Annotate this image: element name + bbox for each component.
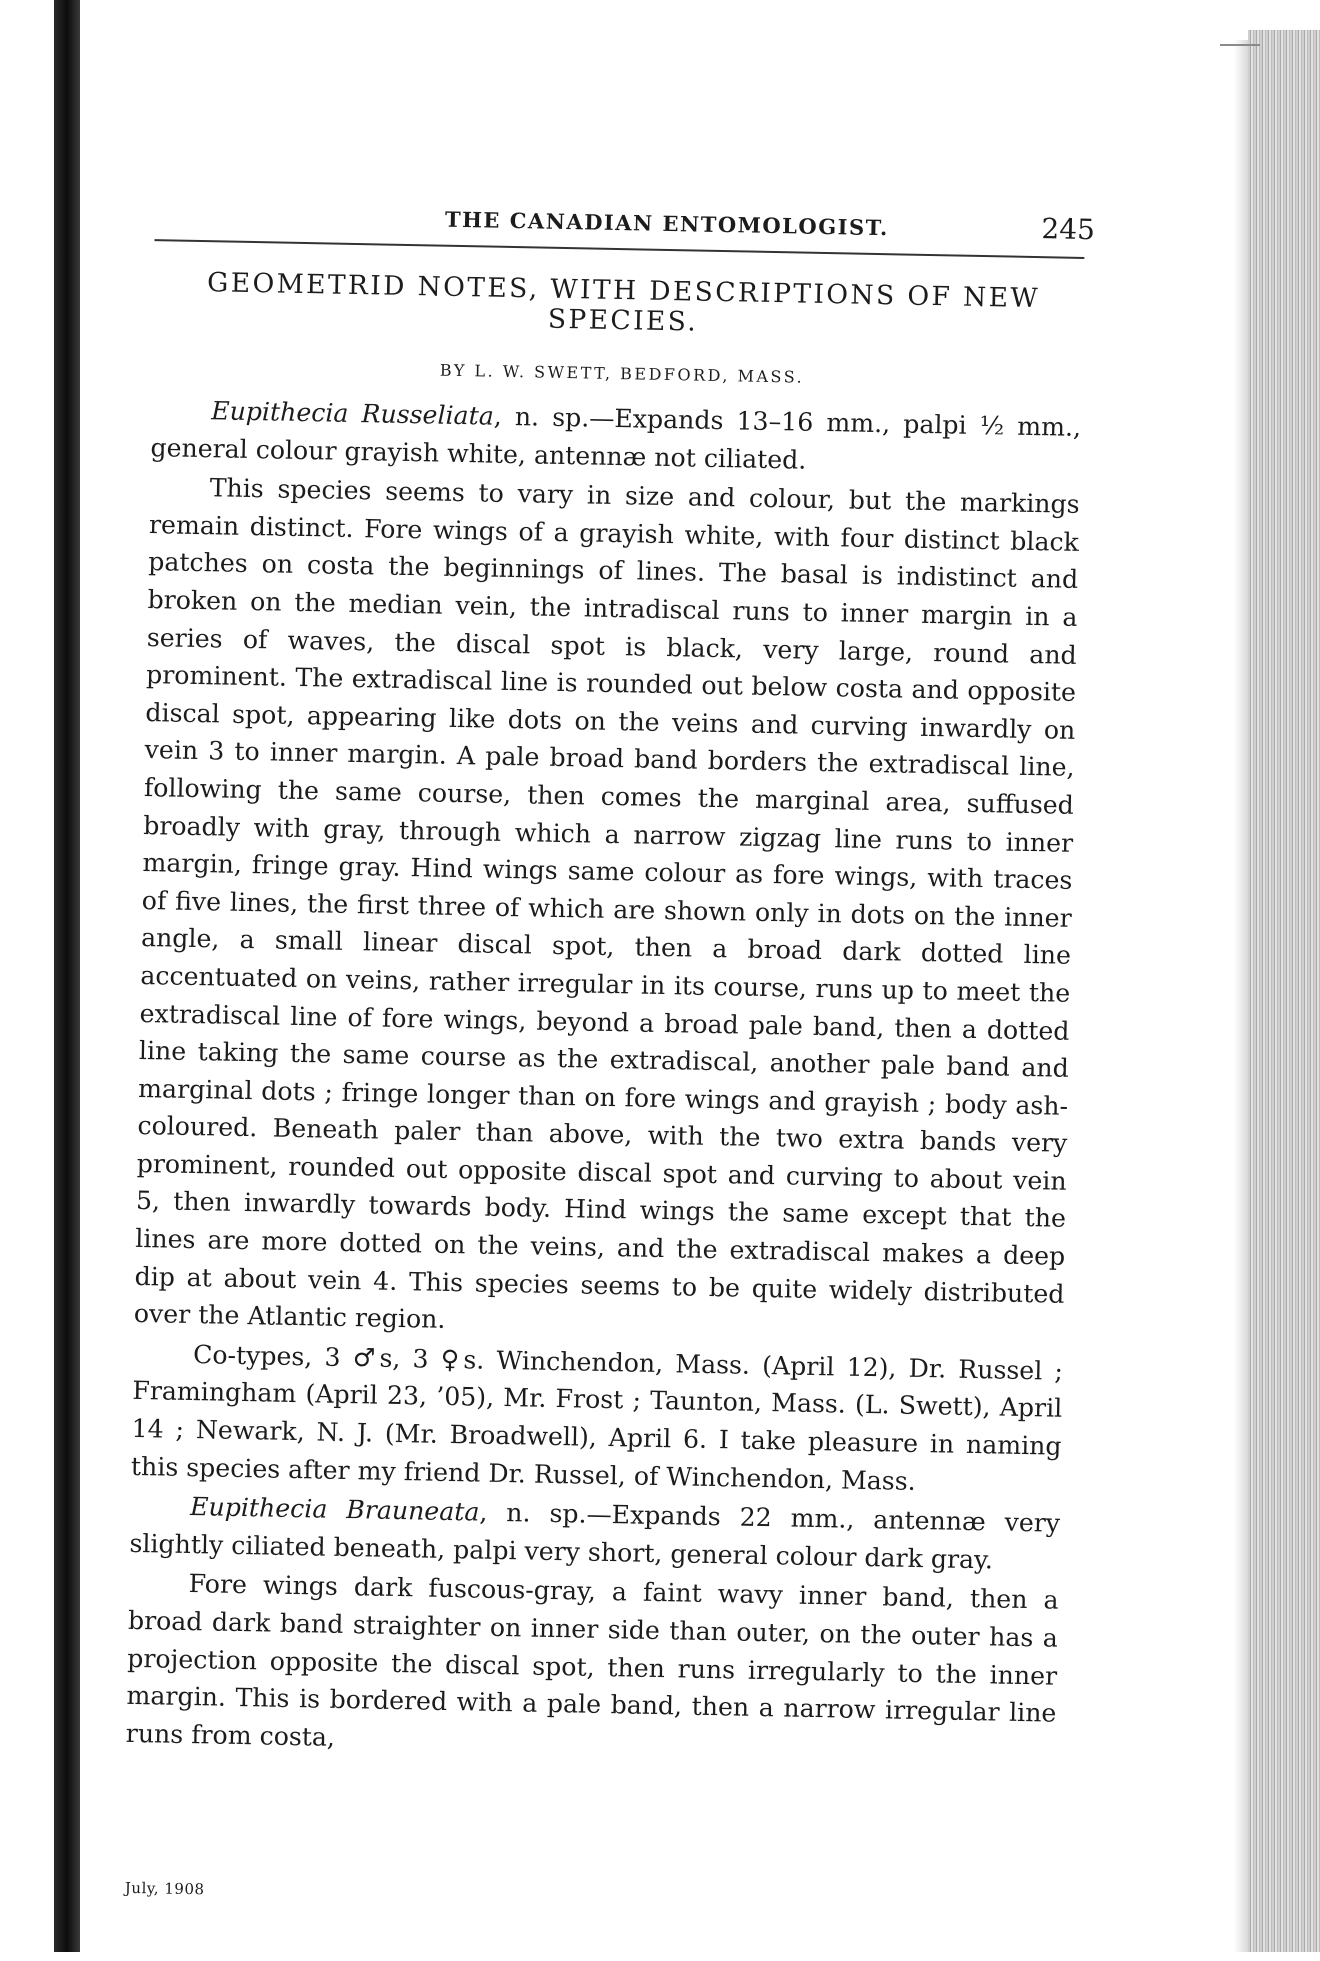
running-head: [155, 195, 1116, 253]
species-1-types: Co-types, 3 ♂s, 3 ♀s. Winchendon, Mass. (April 12), Dr. Russel ; Framingham (April 23, ’05), Mr. Frost ; Taunton, Mass. (L. Swett), April 14 ; Newark, N. J. (Mr. Broadwell), April 6. I take pleasure in naming this species after my friend Dr. Russel, of Winchendon, Mass.: [130, 1339, 1064, 1496]
issue-date: July, 1908: [124, 1878, 205, 1899]
article-byline: BY L. W. SWETT, BEDFORD, MASS.: [439, 360, 805, 387]
book-spine: [54, 0, 80, 1952]
species-2-intro: , n. sp.—Expands 22 mm., antennæ very slightly ciliated beneath, palpi very short, general colour dark gray.: [129, 1497, 1061, 1575]
species-1-name: Eupithecia Russeliata: [210, 396, 495, 431]
species-1-intro: , n. sp.—Expands 13–16 mm., palpi ½ mm., general colour grayish white, antennæ not ciliated.: [150, 401, 1082, 475]
stacked-page-edges: [1248, 30, 1320, 1952]
page-corner-mark: [1220, 44, 1260, 46]
journal-page: [92, 0, 1129, 1961]
journal-name: THE CANADIAN ENTOMOLOGIST.: [444, 206, 890, 241]
article-body: [125, 391, 1081, 1770]
species-2-name: Eupithecia Brauneata: [189, 1492, 480, 1527]
page-edge-shadow: [1234, 40, 1248, 1952]
species-2-description: Fore wings dark fuscous-gray, a faint wavy inner band, then a broad dark band straighter on inner side than outer, on the outer has a projection opposite the discal spot, then runs irregularly to the inner margin. This is bordered with a pale band, then a narrow irregular line runs from costa,: [125, 1569, 1059, 1752]
article-title: GEOMETRID NOTES, WITH DESCRIPTIONS OF NEW SPECIES.: [206, 267, 1041, 338]
page-number: 245: [1041, 212, 1096, 247]
species-1-description: This species seems to vary in size and colour, but the markings remain distinct. Fore wings of a grayish white, with four distinct black patches on costa the beginnings of lines. The basal is indistinct and broken on the median vein, the intradiscal runs to inner margin in a series of waves, the discal spot is black, very large, round and prominent. The extradiscal line is rounded out below costa and opposite discal spot, appearing like dots on the veins and curving inwardly on vein 3 to inner margin. A pale broad band borders the extradiscal line, following the same course, then comes the marginal area, suffused broadly with gray, through which a narrow zigzag line runs to inner margin, fringe gray. Hind wings same colour as fore wings, with traces of five lines, the first three of which are shown only in dots on the inner angle, a small linear discal spot, then a broad dark dotted line accentuated on veins, rather irregular in its course, runs up to meet the extradiscal line of fore wings, beyond a broad pale band, then a dotted line taking the same course as the extradiscal, another pale band and marginal dots ; fringe longer than on fore wings and grayish ; body ash-coloured. Beneath paler than above, with the two extra bands very prominent, rounded out opposite discal spot and curving to about vein 5, then inwardly towards body. Hind wings the same except that the lines are more dotted on the veins, and the extradiscal makes a deep dip at about vein 4. This species seems to be quite widely distributed over the Atlantic region.: [133, 473, 1080, 1335]
